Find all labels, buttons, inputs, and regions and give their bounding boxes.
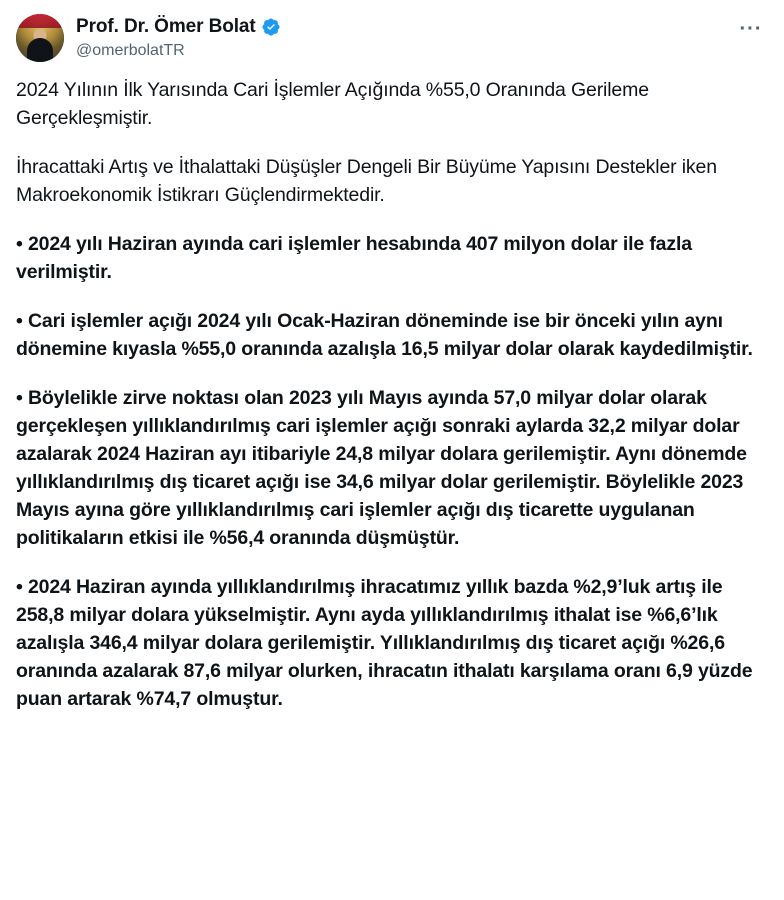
more-options-icon: ··· <box>739 18 763 40</box>
display-name[interactable]: Prof. Dr. Ömer Bolat <box>76 16 256 37</box>
avatar[interactable] <box>16 14 64 62</box>
tweet-header <box>16 14 768 62</box>
user-handle[interactable]: @omerbolatTR <box>76 42 185 59</box>
tweet-paragraph: • 2024 yılı Haziran ayında cari işlemler hesabında 407 milyon dolar ile fazla verilmiştir. <box>16 233 698 283</box>
tweet-paragraph: 2024 Yılının İlk Yarısında Cari İşlemler Açığında %55,0 Oranında Gerileme Gerçekleşmiştir. <box>16 79 655 129</box>
tweet-paragraph: • Böylelikle zirve noktası olan 2023 yılı Mayıs ayında 57,0 milyar dolar olarak gerçekleşen yıllıklandırılmış cari işlemler açığı sonraki aylarda 32,2 milyar dolar azalarak 2024 Haziran ayı itibariyle 24,8 milyar dolara gerilemiştir. Aynı dönemde yıllıklandırılmış dış ticaret açığı ise 34,6 milyar dolar gerilemiştir. Böylelikle 2023 Mayıs ayına göre yıllıklandırılmış cari işlemler açığı dış ticarette uygulanan politikaların etkisi ile %56,4 oranında düşmüştür. <box>16 387 753 549</box>
tweet-text <box>16 76 768 713</box>
avatar-flag-band <box>16 14 64 28</box>
more-options-button[interactable] <box>734 12 768 46</box>
tweet-paragraph: • 2024 Haziran ayında yıllıklandırılmış ihracatımız yıllık bazda %2,9’luk artış ile 258,8 milyar dolara yükselmiştir. Aynı ayda yıllıklandırılmış ithalat ise %6,6’lık azalışla 346,4 milyar dolara gerilemiştir. Yıllıklandırılmış dış ticaret açığı %26,6 oranında azalarak 87,6 milyar olurken, ihracatın ithalatı karşılama oranı 6,9 yüzde puan artarak %74,7 olmuştur. <box>16 576 758 710</box>
avatar-body <box>27 38 53 62</box>
display-name-row <box>76 15 722 39</box>
tweet-paragraph: İhracattaki Artış ve İthalattaki Düşüşler Dengeli Bir Büyüme Yapısını Destekler iken Makroekonomik İstikrarı Güçlendirmektedir. <box>16 156 723 206</box>
tweet-paragraph: • Cari işlemler açığı 2024 yılı Ocak-Haziran döneminde ise bir önceki yılın aynı dönemine kıyasla %55,0 oranında azalışla 16,5 milyar dolar olarak kaydedilmiştir. <box>16 310 753 360</box>
verified-badge-icon <box>261 17 281 37</box>
author-block <box>76 14 722 61</box>
